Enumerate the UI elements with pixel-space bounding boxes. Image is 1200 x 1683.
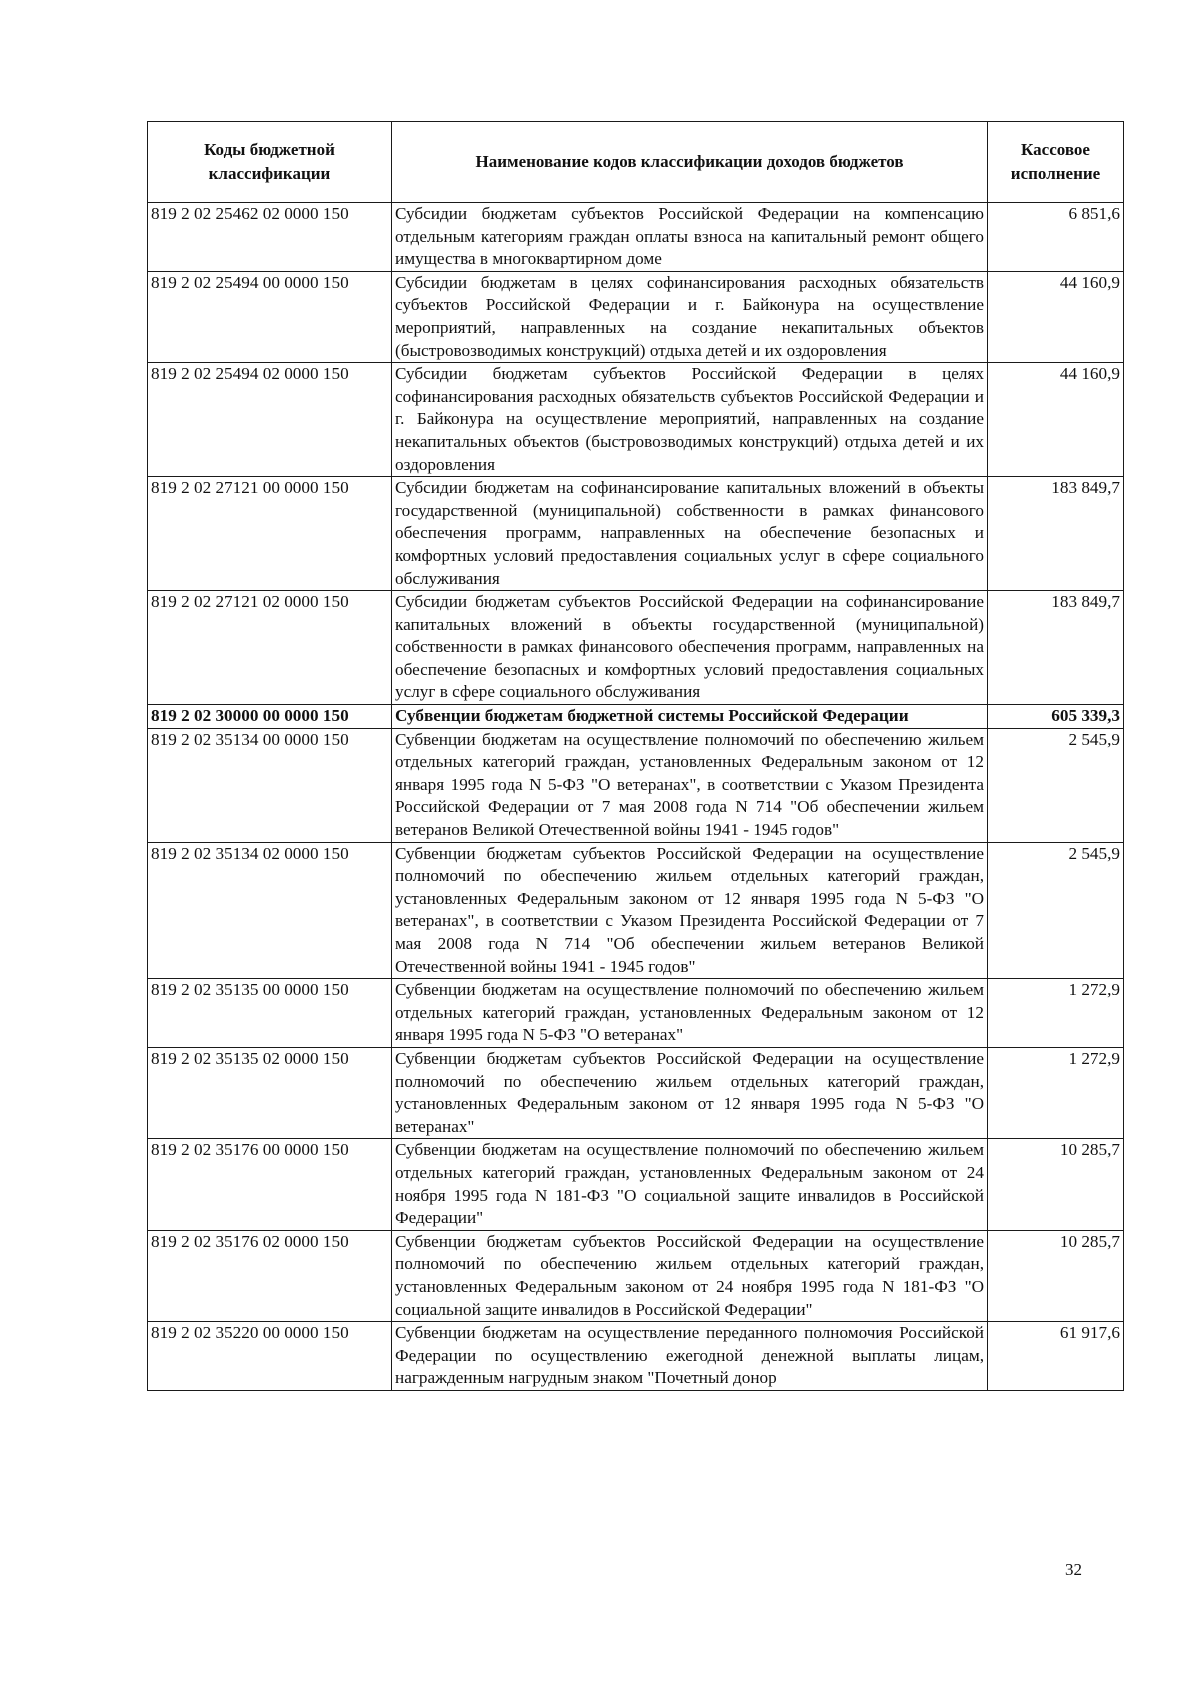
row-code: 819 2 02 35134 00 0000 150 — [148, 728, 392, 842]
row-code: 819 2 02 35135 00 0000 150 — [148, 979, 392, 1048]
row-code: 819 2 02 35176 00 0000 150 — [148, 1139, 392, 1230]
row-code: 819 2 02 35220 00 0000 150 — [148, 1322, 392, 1391]
row-value: 2 545,9 — [988, 728, 1124, 842]
row-value: 1 272,9 — [988, 979, 1124, 1048]
row-name: Субсидии бюджетам субъектов Российской Федерации на софинансирование капитальных вложений в объекты государственной (муниципальной) собственности в рамках финансового обеспечения программ, направленных на обеспечение безопасных и комфортных условий предоставления социальных услуг в сфере социального обслуживания — [392, 591, 988, 705]
table-body — [148, 203, 1124, 1391]
row-name: Субвенции бюджетам на осуществление переданного полномочия Российской Федерации по осуществлению ежегодной денежной выплаты лицам, награжденным нагрудным знаком "Почетный донор — [392, 1322, 988, 1391]
table-row — [148, 1230, 1124, 1321]
row-name: Субсидии бюджетам на софинансирование капитальных вложений в объекты государственной (муниципальной) собственности в рамках финансового обеспечения программ, направленных на обеспечение безопасных и комфортных условий предоставления социальных услуг в сфере социального обслуживания — [392, 477, 988, 591]
table-row — [148, 728, 1124, 842]
row-name: Субвенции бюджетам субъектов Российской Федерации на осуществление полномочий по обеспечению жильем отдельных категорий граждан, установленных Федеральным законом от 12 января 1995 года N 5-ФЗ "О ветеранах" — [392, 1047, 988, 1138]
row-value: 183 849,7 — [988, 591, 1124, 705]
row-code: 819 2 02 25494 02 0000 150 — [148, 363, 392, 477]
row-value: 6 851,6 — [988, 203, 1124, 272]
table-row — [148, 705, 1124, 729]
row-name: Субсидии бюджетам в целях софинансирования расходных обязательств субъектов Российской Федерации и г. Байконура на осуществление мероприятий, направленных на создание некапитальных объектов (быстровозводимых конструкций) отдыха детей и их оздоровления — [392, 271, 988, 362]
row-value: 605 339,3 — [988, 705, 1124, 729]
table-row — [148, 477, 1124, 591]
row-name: Субвенции бюджетам на осуществление полномочий по обеспечению жильем отдельных категорий граждан, установленных Федеральным законом от 12 января 1995 года N 5-ФЗ "О ветеранах", в соответствии с Указом Президента Российской Федерации от 7 мая 2008 года N 714 "Об обеспечении жильем ветеранов Великой Отечественной войны 1941 - 1945 годов" — [392, 728, 988, 842]
page-number: 32 — [1065, 1560, 1082, 1579]
table-row — [148, 271, 1124, 362]
row-value: 1 272,9 — [988, 1047, 1124, 1138]
table-row — [148, 591, 1124, 705]
row-code: 819 2 02 27121 00 0000 150 — [148, 477, 392, 591]
row-value: 61 917,6 — [988, 1322, 1124, 1391]
row-code: 819 2 02 30000 00 0000 150 — [148, 705, 392, 729]
table-row — [148, 979, 1124, 1048]
row-value: 44 160,9 — [988, 271, 1124, 362]
row-value: 44 160,9 — [988, 363, 1124, 477]
row-name: Субвенции бюджетам на осуществление полномочий по обеспечению жильем отдельных категорий граждан, установленных Федеральным законом от 12 января 1995 года N 5-ФЗ "О ветеранах" — [392, 979, 988, 1048]
row-name: Субсидии бюджетам субъектов Российской Федерации на компенсацию отдельным категориям граждан оплаты взноса на капитальный ремонт общего имущества в многоквартирном доме — [392, 203, 988, 272]
row-name: Субвенции бюджетам субъектов Российской Федерации на осуществление полномочий по обеспечению жильем отдельных категорий граждан, установленных Федеральным законом от 24 ноября 1995 года N 181-ФЗ "О социальной защите инвалидов в Российской Федерации" — [392, 1230, 988, 1321]
table-row — [148, 1047, 1124, 1138]
row-code: 819 2 02 27121 02 0000 150 — [148, 591, 392, 705]
header-name: Наименование кодов классификации доходов бюджетов — [392, 122, 988, 203]
row-code: 819 2 02 25494 00 0000 150 — [148, 271, 392, 362]
table-row — [148, 1139, 1124, 1230]
table-header-row — [148, 122, 1124, 203]
table-row — [148, 363, 1124, 477]
row-name: Субвенции бюджетам бюджетной системы Российской Федерации — [392, 705, 988, 729]
table-row — [148, 842, 1124, 979]
row-value: 10 285,7 — [988, 1139, 1124, 1230]
header-code: Коды бюджетной классификации — [148, 122, 392, 203]
table-row — [148, 203, 1124, 272]
budget-revenue-table — [147, 121, 1124, 1391]
row-value: 183 849,7 — [988, 477, 1124, 591]
row-name: Субвенции бюджетам на осуществление полномочий по обеспечению жильем отдельных категорий граждан, установленных Федеральным законом от 24 ноября 1995 года N 181-ФЗ "О социальной защите инвалидов в Российской Федерации" — [392, 1139, 988, 1230]
row-code: 819 2 02 25462 02 0000 150 — [148, 203, 392, 272]
row-value: 10 285,7 — [988, 1230, 1124, 1321]
header-value: Кассовое исполнение — [988, 122, 1124, 203]
row-name: Субсидии бюджетам субъектов Российской Федерации в целях софинансирования расходных обязательств субъектов Российской Федерации и г. Байконура на осуществление мероприятий, направленных на создание некапитальных объектов (быстровозводимых конструкций) отдыха детей и их оздоровления — [392, 363, 988, 477]
row-code: 819 2 02 35135 02 0000 150 — [148, 1047, 392, 1138]
row-value: 2 545,9 — [988, 842, 1124, 979]
table-row — [148, 1322, 1124, 1391]
row-code: 819 2 02 35134 02 0000 150 — [148, 842, 392, 979]
row-name: Субвенции бюджетам субъектов Российской Федерации на осуществление полномочий по обеспечению жильем отдельных категорий граждан, установленных Федеральным законом от 12 января 1995 года N 5-ФЗ "О ветеранах", в соответствии с Указом Президента Российской Федерации от 7 мая 2008 года N 714 "Об обеспечении жильем ветеранов Великой Отечественной войны 1941 - 1945 годов" — [392, 842, 988, 979]
row-code: 819 2 02 35176 02 0000 150 — [148, 1230, 392, 1321]
